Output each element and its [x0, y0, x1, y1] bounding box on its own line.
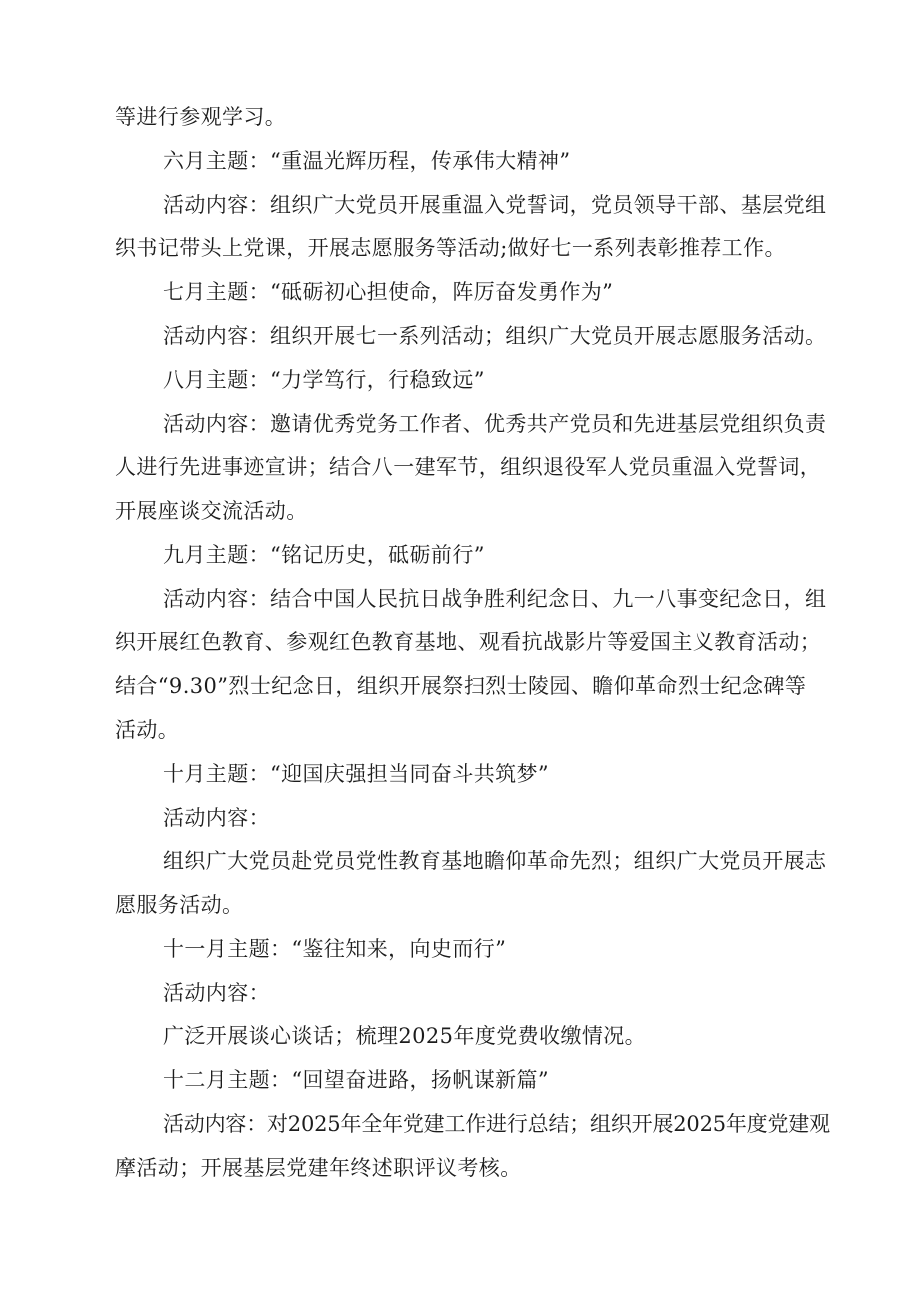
text-line: 广泛开展谈心谈话；梳理2025年度党费收缴情况。 — [163, 1024, 647, 1048]
text-line: 活动内容：邀请优秀党务工作者、优秀共产党员和先进基层党组织负责 — [163, 412, 827, 436]
text-line: 组织广大党员赴党员党性教育基地瞻仰革命先烈；组织广大党员开展志 — [163, 849, 827, 873]
text-line: 活动内容： — [163, 981, 270, 1005]
text-line: 摩活动；开展基层党建年终述职评议考核。 — [115, 1156, 522, 1180]
heading-july-theme: 七月主题：“砥砺初心担使命，阵厉奋发勇作为” — [163, 280, 614, 304]
text-line: 活动内容：对2025年全年党建工作进行总结；组织开展2025年度党建观 — [163, 1112, 830, 1136]
heading-august-theme: 八月主题：“力学笃行，行稳致远” — [163, 368, 485, 392]
text-line: 结合“9.30”烈士纪念日，组织开展祭扫烈士陵园、瞻仰革命烈士纪念碑等 — [115, 674, 807, 698]
text-line: 活动内容：组织广大党员开展重温入党誓词，党员领导干部、基层党组 — [163, 193, 827, 217]
text-line: 织书记带头上党课，开展志愿服务等活动;做好七一系列表彰推荐工作。 — [115, 236, 786, 260]
heading-october-theme: 十月主题：“迎国庆强担当同奋斗共筑梦” — [163, 762, 550, 786]
heading-september-theme: 九月主题：“铭记历史，砥砺前行” — [163, 543, 485, 567]
heading-june-theme: 六月主题：“重温光辉历程，传承伟大精神” — [163, 149, 571, 173]
text-line: 活动内容：结合中国人民抗日战争胜利纪念日、九一八事变纪念日，组 — [163, 587, 827, 611]
text-line: 愿服务活动。 — [115, 893, 244, 917]
text-line: 织开展红色教育、参观红色教育基地、观看抗战影片等爱国主义教育活动； — [115, 630, 822, 654]
heading-november-theme: 十一月主题：“鉴往知来，向史而行” — [163, 937, 507, 961]
text-line: 人进行先进事迹宣讲；结合八一建军节，组织退役军人党员重温入党誓词， — [115, 455, 822, 479]
text-line: 开展座谈交流活动。 — [115, 499, 308, 523]
heading-december-theme: 十二月主题：“回望奋进路，扬帆谋新篇” — [163, 1068, 550, 1092]
text-line: 活动内容： — [163, 806, 270, 830]
text-line: 活动内容：组织开展七一系列活动；组织广大党员开展志愿服务活动。 — [163, 324, 827, 348]
text-line: 等进行参观学习。 — [115, 105, 287, 129]
text-line: 活动。 — [115, 718, 180, 742]
